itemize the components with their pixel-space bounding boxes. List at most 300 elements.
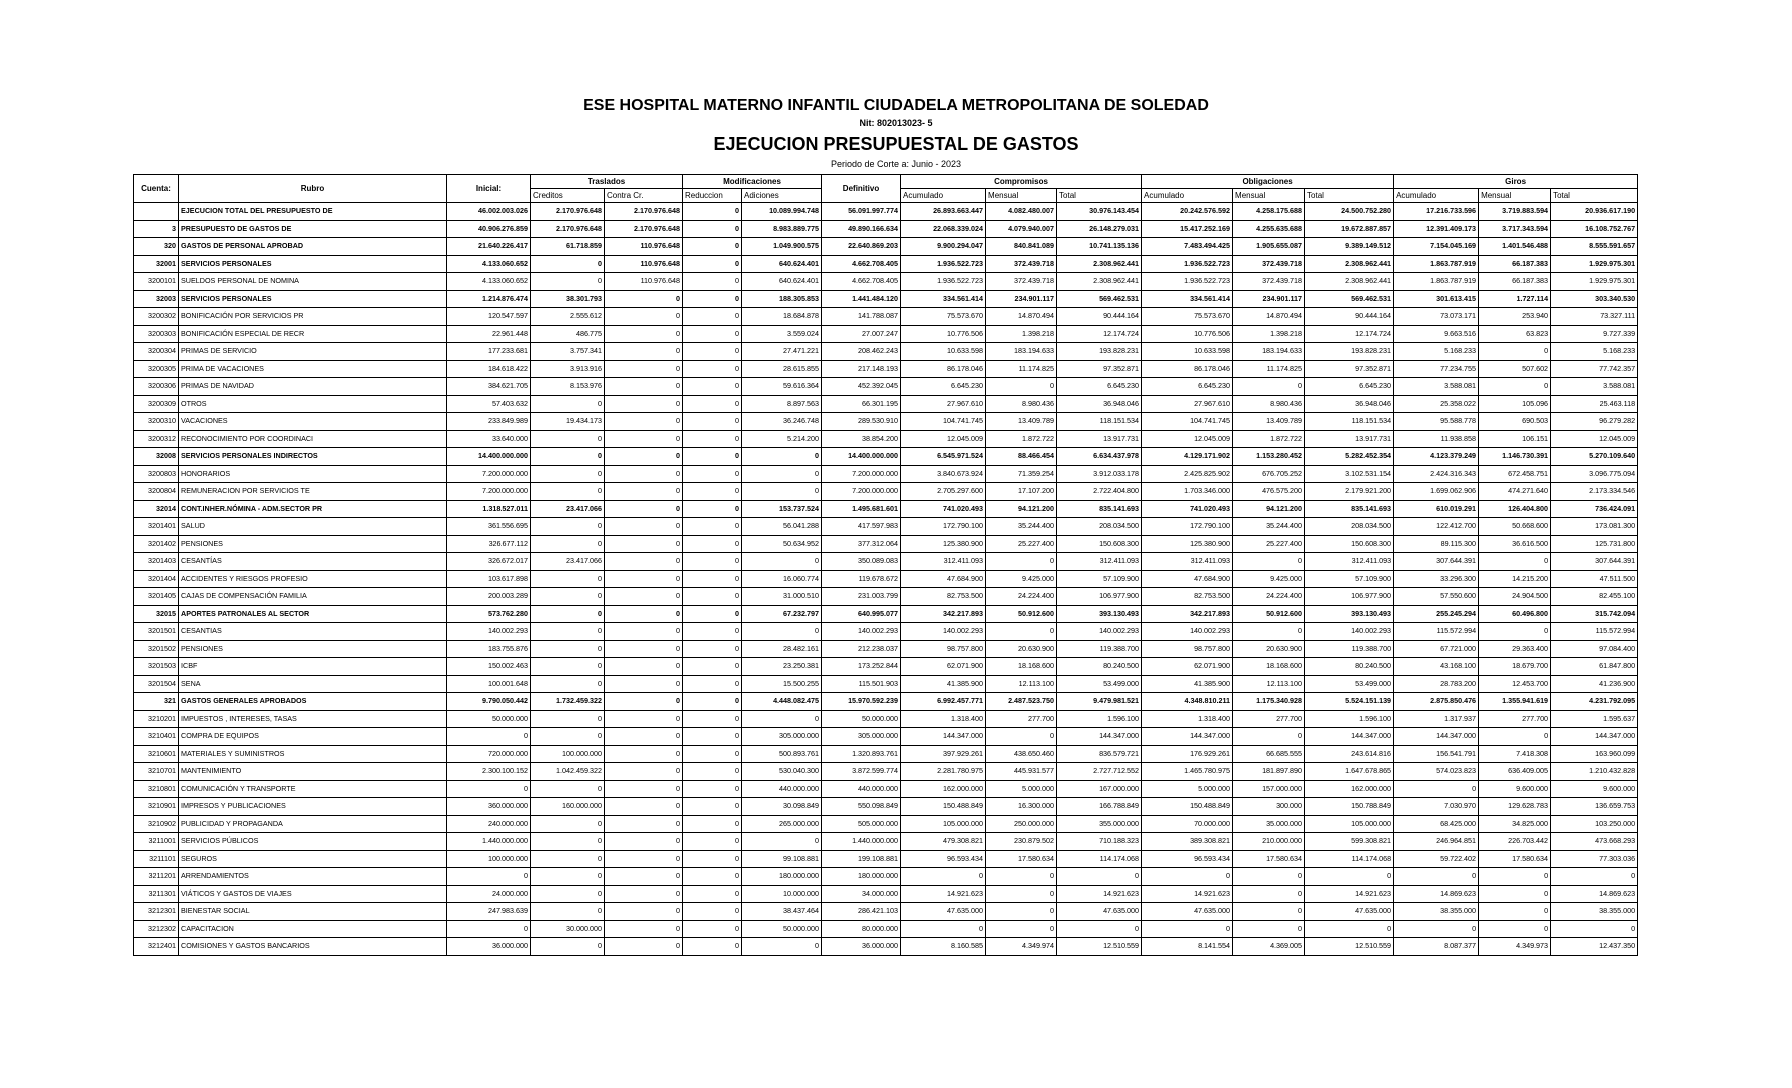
- table-row: [134, 640, 1638, 658]
- cell-reduccion: 0: [683, 588, 742, 606]
- cell-definitivo: 212.238.037: [822, 640, 901, 658]
- cell-gir-mens: 7.418.308: [1479, 745, 1551, 763]
- cell-definitivo: 140.002.293: [822, 623, 901, 641]
- cell-gir-mens: 277.700: [1479, 710, 1551, 728]
- cell-rubro: HONORARIOS: [179, 465, 447, 483]
- cell-inicial: 100.001.648: [447, 675, 531, 693]
- cell-comp-total: 2.308.962.441: [1057, 273, 1142, 291]
- cell-inicial: 720.000.000: [447, 745, 531, 763]
- budget-execution-table: [133, 174, 1638, 956]
- cell-reduccion: 0: [683, 553, 742, 571]
- cell-comp-total: 835.141.693: [1057, 500, 1142, 518]
- cell-gir-total: 61.847.800: [1551, 658, 1638, 676]
- cell-gir-mens: 29.363.400: [1479, 640, 1551, 658]
- cell-comp-acum: 22.068.339.024: [901, 220, 986, 238]
- cell-gir-mens: 0: [1479, 728, 1551, 746]
- cell-contra: 2.170.976.648: [605, 220, 683, 238]
- cell-obl-acum: 41.385.900: [1142, 675, 1233, 693]
- cell-reduccion: 0: [683, 535, 742, 553]
- cell-obl-acum: 7.483.494.425: [1142, 238, 1233, 256]
- cell-obl-acum: 140.002.293: [1142, 623, 1233, 641]
- cell-inicial: 184.618.422: [447, 360, 531, 378]
- cell-gir-mens: 672.458.751: [1479, 465, 1551, 483]
- cell-obl-total: 119.388.700: [1305, 640, 1394, 658]
- cell-obl-acum: 1.703.346.000: [1142, 483, 1233, 501]
- table-row: [134, 273, 1638, 291]
- cell-creditos: 0: [531, 833, 605, 851]
- cell-comp-acum: 41.385.900: [901, 675, 986, 693]
- cell-gir-total: 9.600.000: [1551, 780, 1638, 798]
- cell-obl-mens: 35.244.400: [1233, 518, 1305, 536]
- cell-gir-acum: 255.245.294: [1394, 605, 1479, 623]
- cell-obl-mens: 300.000: [1233, 798, 1305, 816]
- cell-creditos: 1.732.459.322: [531, 693, 605, 711]
- cell-inicial: 361.556.695: [447, 518, 531, 536]
- cell-cuenta: 3201404: [134, 570, 179, 588]
- cell-gir-total: 8.555.591.657: [1551, 238, 1638, 256]
- cell-adiciones: 265.000.000: [742, 815, 822, 833]
- cell-comp-mens: 0: [986, 553, 1057, 571]
- cell-comp-mens: 71.359.254: [986, 465, 1057, 483]
- cell-cuenta: 3201502: [134, 640, 179, 658]
- cell-comp-mens: 16.300.000: [986, 798, 1057, 816]
- cell-gir-total: 4.231.792.095: [1551, 693, 1638, 711]
- cell-adiciones: 153.737.524: [742, 500, 822, 518]
- cell-comp-total: 2.727.712.552: [1057, 763, 1142, 781]
- cell-definitivo: 217.148.193: [822, 360, 901, 378]
- cell-gir-total: 41.236.900: [1551, 675, 1638, 693]
- cell-gir-total: 96.279.282: [1551, 413, 1638, 431]
- cell-reduccion: 0: [683, 710, 742, 728]
- cell-obl-mens: 8.980.436: [1233, 395, 1305, 413]
- cell-gir-acum: 1.863.787.919: [1394, 255, 1479, 273]
- cell-obl-mens: 13.409.789: [1233, 413, 1305, 431]
- cell-gir-acum: 33.296.300: [1394, 570, 1479, 588]
- cell-cuenta: 3200312: [134, 430, 179, 448]
- cell-definitivo: 27.007.247: [822, 325, 901, 343]
- table-row: [134, 780, 1638, 798]
- header-reduccion: Reduccion: [683, 189, 742, 203]
- cell-obl-mens: 210.000.000: [1233, 833, 1305, 851]
- cell-cuenta: 3212302: [134, 920, 179, 938]
- cell-comp-acum: 397.929.261: [901, 745, 986, 763]
- cell-comp-total: 6.634.437.978: [1057, 448, 1142, 466]
- cell-contra: 0: [605, 325, 683, 343]
- cell-rubro: EJECUCION TOTAL DEL PRESUPUESTO DE: [179, 203, 447, 221]
- cell-comp-acum: 14.921.623: [901, 885, 986, 903]
- cell-creditos: 38.301.793: [531, 290, 605, 308]
- cell-gir-acum: 5.168.233: [1394, 343, 1479, 361]
- cell-comp-total: 57.109.900: [1057, 570, 1142, 588]
- cell-comp-total: 10.741.135.136: [1057, 238, 1142, 256]
- cell-contra: 0: [605, 710, 683, 728]
- cell-reduccion: 0: [683, 483, 742, 501]
- cell-definitivo: 440.000.000: [822, 780, 901, 798]
- table-row: [134, 535, 1638, 553]
- cell-cuenta: 3210801: [134, 780, 179, 798]
- cell-contra: 0: [605, 658, 683, 676]
- cell-comp-mens: 230.879.502: [986, 833, 1057, 851]
- cell-gir-acum: 7.030.970: [1394, 798, 1479, 816]
- table-body: [134, 203, 1638, 956]
- table-row: [134, 605, 1638, 623]
- cell-cuenta: 3210601: [134, 745, 179, 763]
- cell-cuenta: 3200304: [134, 343, 179, 361]
- cell-cuenta: 3200310: [134, 413, 179, 431]
- cell-comp-acum: 0: [901, 868, 986, 886]
- cell-comp-total: 12.510.559: [1057, 938, 1142, 956]
- cell-creditos: 0: [531, 903, 605, 921]
- table-row: [134, 658, 1638, 676]
- cell-gir-acum: 8.087.377: [1394, 938, 1479, 956]
- table-row: [134, 588, 1638, 606]
- cell-comp-mens: 9.425.000: [986, 570, 1057, 588]
- cell-obl-total: 162.000.000: [1305, 780, 1394, 798]
- cell-obl-mens: 12.113.100: [1233, 675, 1305, 693]
- cell-inicial: 200.003.289: [447, 588, 531, 606]
- cell-contra: 0: [605, 640, 683, 658]
- cell-comp-mens: 445.931.577: [986, 763, 1057, 781]
- cell-obl-acum: 20.242.576.592: [1142, 203, 1233, 221]
- cell-adiciones: 28.615.855: [742, 360, 822, 378]
- cell-obl-total: 835.141.693: [1305, 500, 1394, 518]
- header-comp-total: Total: [1057, 189, 1142, 203]
- cell-contra: 0: [605, 360, 683, 378]
- cell-comp-mens: 277.700: [986, 710, 1057, 728]
- cell-contra: 0: [605, 815, 683, 833]
- cell-adiciones: 5.214.200: [742, 430, 822, 448]
- cell-inicial: 0: [447, 868, 531, 886]
- cell-comp-mens: 8.980.436: [986, 395, 1057, 413]
- cell-reduccion: 0: [683, 780, 742, 798]
- cell-obl-mens: 1.905.655.087: [1233, 238, 1305, 256]
- cell-gir-total: 136.659.753: [1551, 798, 1638, 816]
- cell-cuenta: 3210901: [134, 798, 179, 816]
- cell-definitivo: 3.872.599.774: [822, 763, 901, 781]
- cell-gir-acum: 17.216.733.596: [1394, 203, 1479, 221]
- cell-reduccion: 0: [683, 518, 742, 536]
- cell-cuenta: 32014: [134, 500, 179, 518]
- cell-gir-acum: 0: [1394, 868, 1479, 886]
- cell-gir-mens: 14.215.200: [1479, 570, 1551, 588]
- header-gir-acumulado: Acumulado: [1394, 189, 1479, 203]
- cell-comp-mens: 50.912.600: [986, 605, 1057, 623]
- table-row: [134, 850, 1638, 868]
- cell-comp-total: 144.347.000: [1057, 728, 1142, 746]
- cell-gir-acum: 2.875.850.476: [1394, 693, 1479, 711]
- cell-definitivo: 452.392.045: [822, 378, 901, 396]
- cell-comp-mens: 1.872.722: [986, 430, 1057, 448]
- cell-reduccion: 0: [683, 850, 742, 868]
- cell-obl-total: 243.614.816: [1305, 745, 1394, 763]
- cell-gir-mens: 17.580.634: [1479, 850, 1551, 868]
- cell-comp-total: 0: [1057, 868, 1142, 886]
- cell-cuenta: 3200306: [134, 378, 179, 396]
- cell-comp-mens: 840.841.089: [986, 238, 1057, 256]
- cell-comp-total: 140.002.293: [1057, 623, 1142, 641]
- cell-creditos: 3.913.916: [531, 360, 605, 378]
- cell-cuenta: 3: [134, 220, 179, 238]
- cell-comp-acum: 26.893.663.447: [901, 203, 986, 221]
- cell-obl-total: 0: [1305, 920, 1394, 938]
- cell-obl-mens: 9.425.000: [1233, 570, 1305, 588]
- cell-creditos: 1.042.459.322: [531, 763, 605, 781]
- cell-inicial: 9.790.050.442: [447, 693, 531, 711]
- cell-cuenta: 32001: [134, 255, 179, 273]
- header-modificaciones: Modificaciones: [683, 175, 822, 189]
- cell-reduccion: 0: [683, 693, 742, 711]
- cell-comp-total: 36.948.046: [1057, 395, 1142, 413]
- cell-gir-total: 125.731.800: [1551, 535, 1638, 553]
- cell-rubro: COMUNICACIÓN Y TRANSPORTE: [179, 780, 447, 798]
- cell-comp-mens: 35.244.400: [986, 518, 1057, 536]
- cell-obl-acum: 312.411.093: [1142, 553, 1233, 571]
- table-row: [134, 920, 1638, 938]
- table-row: [134, 395, 1638, 413]
- cell-comp-total: 3.912.033.178: [1057, 465, 1142, 483]
- cell-comp-acum: 6.992.457.771: [901, 693, 986, 711]
- cell-obl-total: 1.647.678.865: [1305, 763, 1394, 781]
- cell-obl-total: 57.109.900: [1305, 570, 1394, 588]
- cell-comp-total: 193.828.231: [1057, 343, 1142, 361]
- cell-inicial: 1.318.527.011: [447, 500, 531, 518]
- cell-gir-total: 38.355.000: [1551, 903, 1638, 921]
- cell-comp-total: 47.635.000: [1057, 903, 1142, 921]
- cell-obl-mens: 0: [1233, 920, 1305, 938]
- cell-comp-acum: 312.411.093: [901, 553, 986, 571]
- cell-gir-total: 97.084.400: [1551, 640, 1638, 658]
- cell-creditos: 30.000.000: [531, 920, 605, 938]
- cell-comp-total: 1.596.100: [1057, 710, 1142, 728]
- cell-comp-total: 569.462.531: [1057, 290, 1142, 308]
- cell-gir-mens: 50.668.600: [1479, 518, 1551, 536]
- cell-inicial: 0: [447, 728, 531, 746]
- cell-creditos: 2.170.976.648: [531, 203, 605, 221]
- cell-inicial: 40.906.276.859: [447, 220, 531, 238]
- cell-adiciones: 305.000.000: [742, 728, 822, 746]
- cell-creditos: 0: [531, 938, 605, 956]
- cell-reduccion: 0: [683, 605, 742, 623]
- cell-obl-mens: 234.901.117: [1233, 290, 1305, 308]
- cell-obl-total: 105.000.000: [1305, 815, 1394, 833]
- cell-obl-total: 150.788.849: [1305, 798, 1394, 816]
- cell-gir-total: 315.742.094: [1551, 605, 1638, 623]
- cell-comp-mens: 25.227.400: [986, 535, 1057, 553]
- cell-reduccion: 0: [683, 378, 742, 396]
- cell-obl-acum: 8.141.554: [1142, 938, 1233, 956]
- cell-rubro: VIÁTICOS Y GASTOS DE VIAJES: [179, 885, 447, 903]
- cell-gir-total: 173.081.300: [1551, 518, 1638, 536]
- cell-gir-acum: 28.783.200: [1394, 675, 1479, 693]
- cell-obl-acum: 172.790.100: [1142, 518, 1233, 536]
- cell-inicial: 326.677.112: [447, 535, 531, 553]
- cell-adiciones: 0: [742, 553, 822, 571]
- cell-reduccion: 0: [683, 728, 742, 746]
- cell-definitivo: 119.678.672: [822, 570, 901, 588]
- cell-comp-acum: 47.684.900: [901, 570, 986, 588]
- cell-comp-total: 166.788.849: [1057, 798, 1142, 816]
- cell-creditos: 0: [531, 605, 605, 623]
- cell-comp-mens: 0: [986, 378, 1057, 396]
- cell-adiciones: 0: [742, 465, 822, 483]
- cell-contra: 0: [605, 780, 683, 798]
- cell-adiciones: 4.448.082.475: [742, 693, 822, 711]
- table-row: [134, 500, 1638, 518]
- cell-rubro: OTROS: [179, 395, 447, 413]
- cell-comp-acum: 6.645.230: [901, 378, 986, 396]
- cell-definitivo: 7.200.000.000: [822, 483, 901, 501]
- cell-gir-acum: 1.699.062.906: [1394, 483, 1479, 501]
- cell-obl-acum: 27.967.610: [1142, 395, 1233, 413]
- cell-obl-total: 80.240.500: [1305, 658, 1394, 676]
- cell-inicial: 22.961.448: [447, 325, 531, 343]
- cell-creditos: 486.775: [531, 325, 605, 343]
- cell-obl-total: 1.596.100: [1305, 710, 1394, 728]
- cell-adiciones: 99.108.881: [742, 850, 822, 868]
- cell-gir-mens: 4.349.973: [1479, 938, 1551, 956]
- cell-reduccion: 0: [683, 413, 742, 431]
- cell-adiciones: 0: [742, 623, 822, 641]
- cell-gir-acum: 67.721.000: [1394, 640, 1479, 658]
- cell-cuenta: 320: [134, 238, 179, 256]
- cell-gir-mens: 126.404.800: [1479, 500, 1551, 518]
- cell-cuenta: 3212401: [134, 938, 179, 956]
- header-giros: Giros: [1394, 175, 1638, 189]
- cell-gir-acum: 4.123.379.249: [1394, 448, 1479, 466]
- cell-gir-acum: 307.644.391: [1394, 553, 1479, 571]
- cell-gir-acum: 301.613.415: [1394, 290, 1479, 308]
- table-row: [134, 623, 1638, 641]
- cell-definitivo: 50.000.000: [822, 710, 901, 728]
- cell-rubro: CESANTÍAS: [179, 553, 447, 571]
- cell-cuenta: 3211301: [134, 885, 179, 903]
- cell-cuenta: 32015: [134, 605, 179, 623]
- cell-inicial: 360.000.000: [447, 798, 531, 816]
- cell-adiciones: 8.983.889.775: [742, 220, 822, 238]
- cell-obl-total: 393.130.493: [1305, 605, 1394, 623]
- cell-gir-total: 115.572.994: [1551, 623, 1638, 641]
- cell-adiciones: 188.305.853: [742, 290, 822, 308]
- cell-adiciones: 640.624.401: [742, 273, 822, 291]
- cell-rubro: COMPRA DE EQUIPOS: [179, 728, 447, 746]
- cell-contra: 0: [605, 903, 683, 921]
- cell-obl-acum: 1.936.522.723: [1142, 255, 1233, 273]
- cell-inicial: 24.000.000: [447, 885, 531, 903]
- cell-contra: 0: [605, 675, 683, 693]
- cell-rubro: MANTENIMIENTO: [179, 763, 447, 781]
- cell-obl-acum: 47.684.900: [1142, 570, 1233, 588]
- nit-line: Nit: 802013023- 5: [859, 118, 933, 128]
- cell-obl-acum: 334.561.414: [1142, 290, 1233, 308]
- cell-contra: 0: [605, 605, 683, 623]
- cell-comp-total: 26.148.279.031: [1057, 220, 1142, 238]
- cell-comp-mens: 372.439.718: [986, 255, 1057, 273]
- cell-gir-total: 1.595.637: [1551, 710, 1638, 728]
- cell-obl-mens: 18.168.600: [1233, 658, 1305, 676]
- cell-obl-mens: 4.369.005: [1233, 938, 1305, 956]
- cell-creditos: 0: [531, 623, 605, 641]
- cell-inicial: 46.002.003.026: [447, 203, 531, 221]
- cell-comp-acum: 144.347.000: [901, 728, 986, 746]
- cell-comp-total: 106.977.900: [1057, 588, 1142, 606]
- cell-creditos: 0: [531, 483, 605, 501]
- cell-obl-acum: 0: [1142, 920, 1233, 938]
- cell-rubro: APORTES PATRONALES AL SECTOR: [179, 605, 447, 623]
- cell-obl-acum: 104.741.745: [1142, 413, 1233, 431]
- cell-comp-total: 119.388.700: [1057, 640, 1142, 658]
- cell-obl-acum: 1.318.400: [1142, 710, 1233, 728]
- cell-cuenta: 3210401: [134, 728, 179, 746]
- cell-obl-acum: 4.348.810.211: [1142, 693, 1233, 711]
- cell-inicial: 573.762.280: [447, 605, 531, 623]
- table-row: [134, 745, 1638, 763]
- cell-obl-mens: 50.912.600: [1233, 605, 1305, 623]
- cell-obl-total: 599.308.821: [1305, 833, 1394, 851]
- cell-cuenta: 3200309: [134, 395, 179, 413]
- cell-contra: 0: [605, 885, 683, 903]
- cell-definitivo: 34.000.000: [822, 885, 901, 903]
- cell-gir-acum: 9.663.516: [1394, 325, 1479, 343]
- cell-contra: 0: [605, 343, 683, 361]
- report-subtitle: EJECUCION PRESUPUESTAL DE GASTOS: [713, 134, 1079, 154]
- table-row: [134, 675, 1638, 693]
- cell-adiciones: 50.000.000: [742, 920, 822, 938]
- cell-cuenta: 3211201: [134, 868, 179, 886]
- cell-comp-mens: 0: [986, 868, 1057, 886]
- cell-definitivo: 66.301.195: [822, 395, 901, 413]
- cell-obl-mens: 0: [1233, 868, 1305, 886]
- cell-inicial: 33.640.000: [447, 430, 531, 448]
- cell-creditos: 23.417.066: [531, 500, 605, 518]
- cell-adiciones: 180.000.000: [742, 868, 822, 886]
- cell-obl-acum: 150.488.849: [1142, 798, 1233, 816]
- table-row: [134, 325, 1638, 343]
- cell-comp-mens: 4.079.940.007: [986, 220, 1057, 238]
- cell-comp-acum: 3.840.673.924: [901, 465, 986, 483]
- cell-obl-mens: 11.174.825: [1233, 360, 1305, 378]
- table-row: [134, 238, 1638, 256]
- cell-comp-total: 2.308.962.441: [1057, 255, 1142, 273]
- cell-inicial: 50.000.000: [447, 710, 531, 728]
- cell-comp-total: 53.499.000: [1057, 675, 1142, 693]
- cell-rubro: PRIMAS DE SERVICIO: [179, 343, 447, 361]
- cell-obl-mens: 183.194.633: [1233, 343, 1305, 361]
- cell-gir-mens: 0: [1479, 920, 1551, 938]
- cell-inicial: 233.849.989: [447, 413, 531, 431]
- cell-rubro: PENSIONES: [179, 535, 447, 553]
- cell-obl-mens: 277.700: [1233, 710, 1305, 728]
- cell-inicial: 120.547.597: [447, 308, 531, 326]
- cell-reduccion: 0: [683, 868, 742, 886]
- table-row: [134, 465, 1638, 483]
- cell-comp-total: 393.130.493: [1057, 605, 1142, 623]
- cell-adiciones: 0: [742, 448, 822, 466]
- cell-gir-total: 0: [1551, 920, 1638, 938]
- cell-rubro: SERVICIOS PERSONALES INDIRECTOS: [179, 448, 447, 466]
- cell-adiciones: 36.246.748: [742, 413, 822, 431]
- cell-rubro: ACCIDENTES Y RIESGOS PROFESIO: [179, 570, 447, 588]
- cell-rubro: REMUNERACION POR SERVICIOS TE: [179, 483, 447, 501]
- cell-gir-acum: 59.722.402: [1394, 850, 1479, 868]
- cell-obl-acum: 98.757.800: [1142, 640, 1233, 658]
- cell-gir-mens: 0: [1479, 903, 1551, 921]
- cell-obl-acum: 741.020.493: [1142, 500, 1233, 518]
- cell-obl-total: 208.034.500: [1305, 518, 1394, 536]
- cell-obl-total: 9.389.149.512: [1305, 238, 1394, 256]
- cell-gir-mens: 106.151: [1479, 430, 1551, 448]
- cell-inicial: 21.640.226.417: [447, 238, 531, 256]
- cell-comp-acum: 479.308.821: [901, 833, 986, 851]
